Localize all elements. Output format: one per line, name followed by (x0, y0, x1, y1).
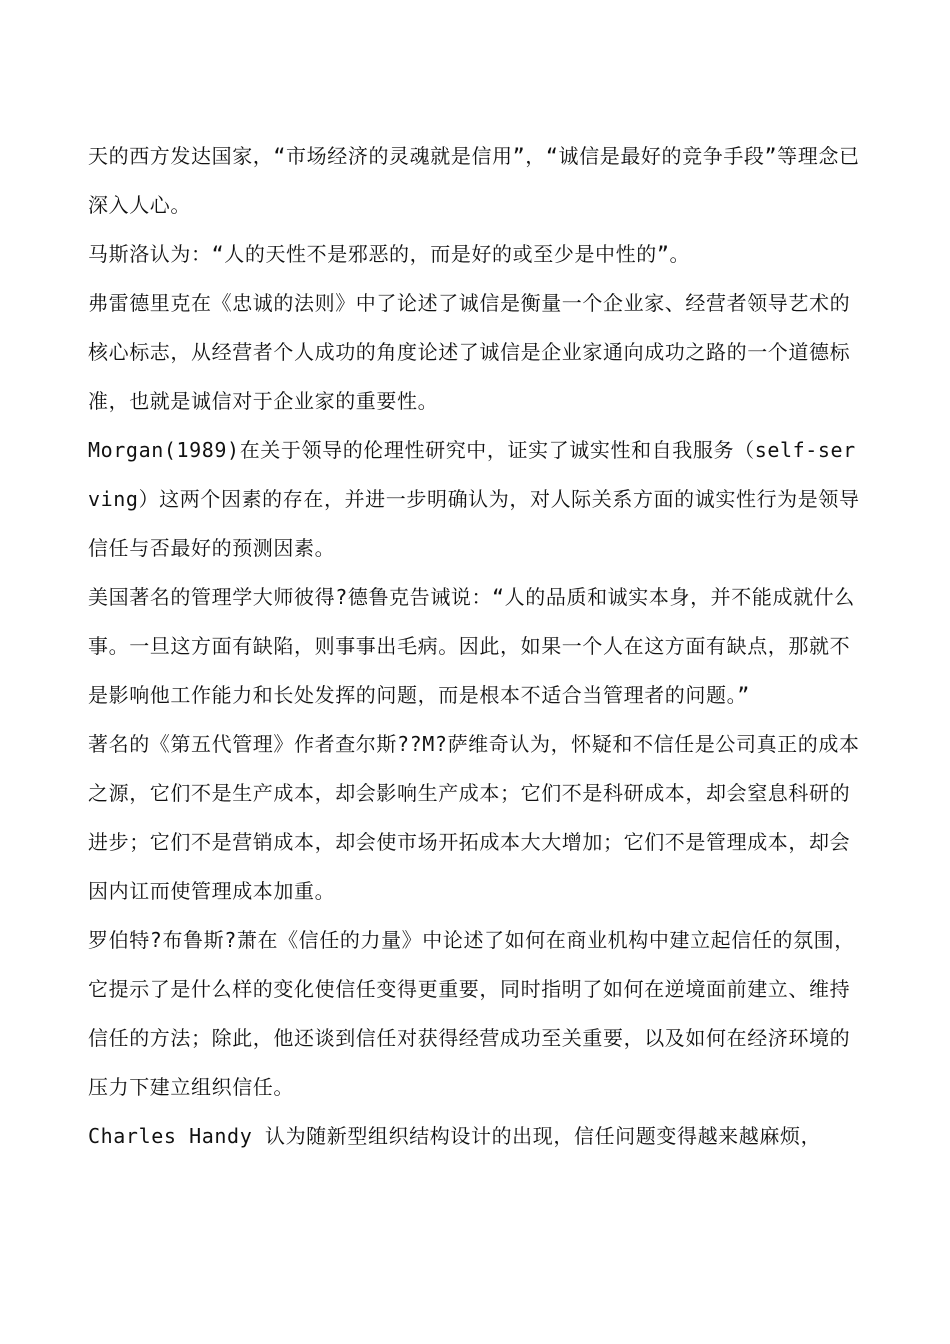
paragraph-1: 天的西方发达国家，“市场经济的灵魂就是信用”，“诚信是最好的竞争手段”等理念已深入人心。 (88, 144, 860, 217)
paragraph-2: 马斯洛认为：“人的天性不是邪恶的，而是好的或至少是中性的”。 (88, 242, 691, 266)
document-body (88, 132, 860, 1161)
paragraph-3: 弗雷德里克在《忠诚的法则》中了论述了诚信是衡量一个企业家、经营者领导艺术的核心标志，从经营者个人成功的角度论述了诚信是企业家通向成功之路的一个道德标准，也就是诚信对于企业家的重要性。 (88, 291, 851, 413)
paragraph-5: 美国著名的管理学大师彼得?德鲁克告诫说：“人的品质和诚实本身，并不能成就什么事。一旦这方面有缺陷，则事事出毛病。因此，如果一个人在这方面有缺点，那就不是影响他工作能力和长处发挥的问题，而是根本不适合当管理者的问题。” (88, 585, 855, 707)
paragraph-6: 著名的《第五代管理》作者查尔斯??M?萨维奇认为，怀疑和不信任是公司真正的成本之源，它们不是生产成本，却会影响生产成本；它们不是科研成本，却会窒息科研的进步；它们不是营销成本，却会使市场开拓成本大大增加；它们不是管理成本，却会因内讧而使管理成本加重。 (88, 732, 860, 903)
paragraph-8: Charles Handy 认为随新型组织结构设计的出现，信任问题变得越来越麻烦， (88, 1124, 822, 1148)
paragraph-4: Morgan(1989)在关于领导的伦理性研究中，证实了诚实性和自我服务（self-serving）这两个因素的存在，并进一步明确认为，对人际关系方面的诚实性行为是领导信任与否最好的预测因素。 (88, 438, 860, 560)
paragraph-7: 罗伯特?布鲁斯?萧在《信任的力量》中论述了如何在商业机构中建立起信任的氛围，它提示了是什么样的变化使信任变得更重要，同时指明了如何在逆境面前建立、维持信任的方法；除此，他还谈到信任对获得经营成功至关重要，以及如何在经济环境的压力下建立组织信任。 (88, 928, 855, 1099)
